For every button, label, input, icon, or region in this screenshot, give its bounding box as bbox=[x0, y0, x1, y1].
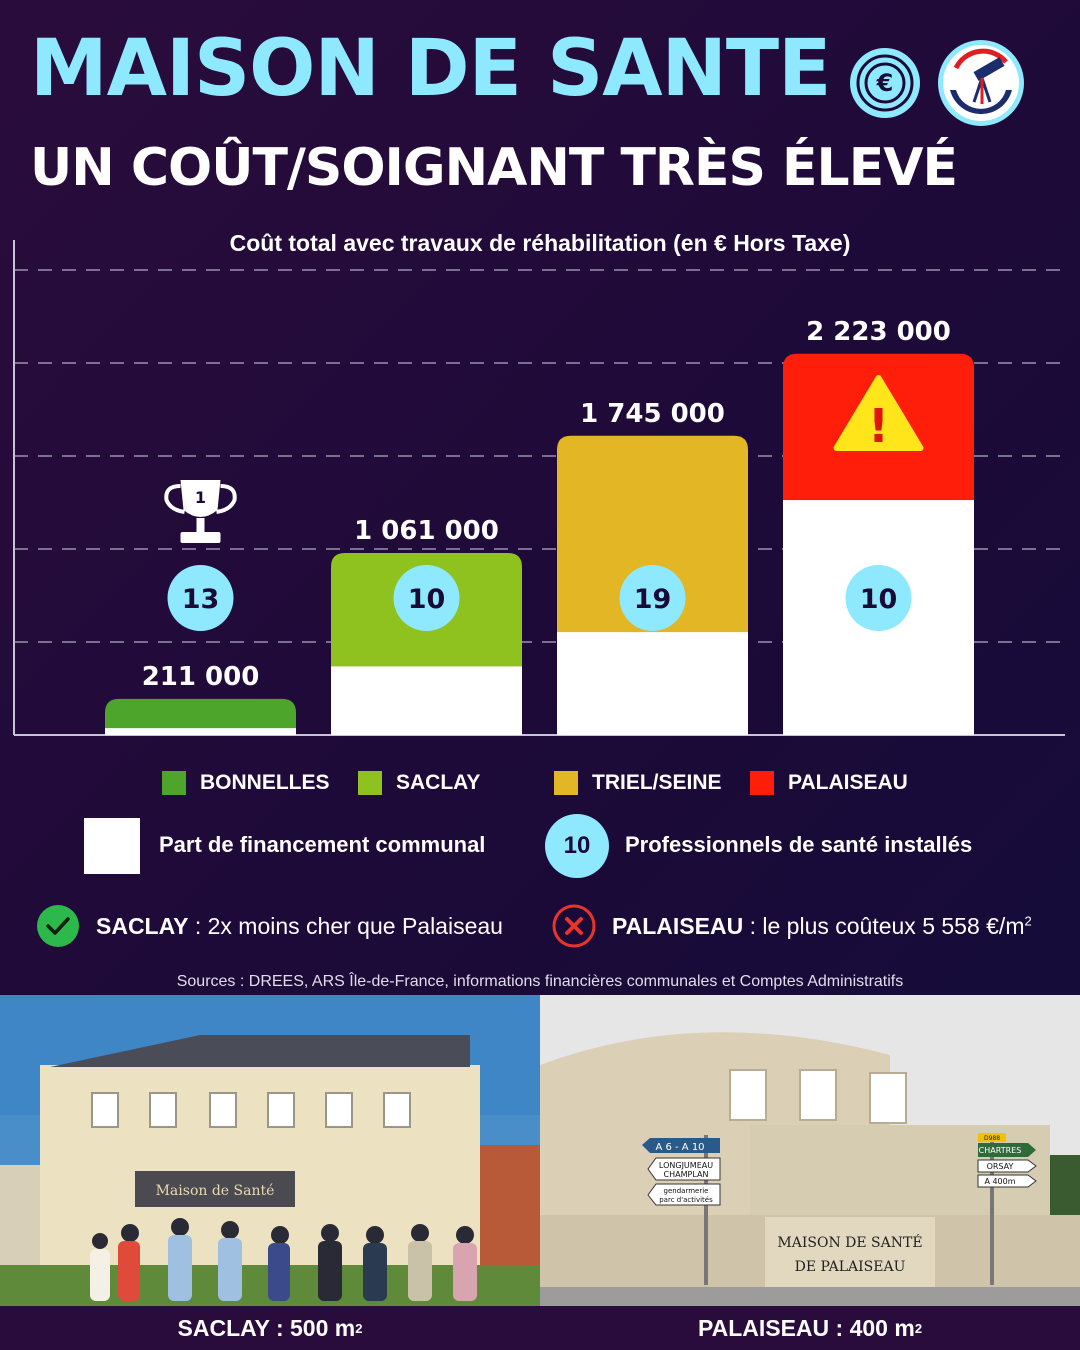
legend-label: PALAISEAU bbox=[788, 771, 908, 794]
saclay-note bbox=[36, 904, 503, 948]
professionals-count: 10 bbox=[859, 584, 898, 615]
bar-communal-share bbox=[557, 632, 748, 735]
count-bubble-example: 10 bbox=[545, 814, 609, 878]
communal-share-label: Part de financement communal bbox=[159, 832, 486, 857]
legend-swatch bbox=[162, 771, 186, 795]
bar-value-label: 211 000 bbox=[141, 661, 260, 692]
bar-value-label: 2 223 000 bbox=[806, 316, 951, 347]
professionals-count: 19 bbox=[633, 584, 672, 615]
svg-text:€: € bbox=[876, 69, 894, 97]
road-sign-a6: A 6 - A 10 bbox=[655, 1142, 705, 1153]
trophy-base bbox=[181, 532, 221, 543]
legend-item-triel bbox=[554, 771, 722, 795]
saclay-note-name: SACLAY bbox=[96, 912, 189, 939]
road-sign-parc: parc d'activités bbox=[659, 1196, 713, 1204]
road-sign-longjumeau: LONGJUMEAU bbox=[658, 1161, 714, 1170]
communal-share-swatch bbox=[84, 818, 140, 874]
caption-saclay bbox=[0, 1306, 540, 1350]
road-sign-orsay: ORSAY bbox=[986, 1162, 1014, 1171]
palaiseau-note bbox=[552, 904, 1032, 948]
chart-title: Coût total avec travaux de réhabilitation (en € Hors Taxe) bbox=[229, 230, 851, 256]
page-title: MAISON DE SANTE bbox=[30, 24, 831, 114]
bar-communal-share bbox=[105, 728, 296, 735]
road-sign-d988: D988 bbox=[983, 1135, 1001, 1142]
road-sign-gendarmerie: gendarmerie bbox=[663, 1187, 709, 1195]
road-sign-a400: A 400m bbox=[984, 1177, 1016, 1186]
caption-palaiseau-text: PALAISEAU : 400 m bbox=[697, 1314, 915, 1341]
check-circle-icon bbox=[36, 904, 80, 948]
legend-label: SACLAY bbox=[396, 771, 481, 794]
caption-palaiseau bbox=[540, 1306, 1080, 1350]
trophy-rank: 1 bbox=[194, 488, 207, 507]
caption-saclay-text: SACLAY : 500 m bbox=[177, 1314, 356, 1341]
legend-item-saclay bbox=[358, 771, 480, 795]
saclay-note-text: : 2x moins cher que Palaiseau bbox=[188, 912, 503, 939]
professionals-count: 13 bbox=[181, 584, 220, 615]
saclay-building-sign: Maison de Santé bbox=[155, 1183, 275, 1199]
palaiseau-note-sup: 2 bbox=[1024, 912, 1032, 928]
photo-palaiseau bbox=[540, 995, 1080, 1306]
sources: Sources : DREES, ARS Île-de-France, informations financières communales et Comptes Administratifs bbox=[176, 973, 904, 990]
legend-swatch bbox=[554, 771, 578, 795]
road-sign-champlan: CHAMPLAN bbox=[663, 1170, 709, 1179]
legend-label: TRIEL/SEINE bbox=[592, 771, 722, 794]
legend-item-bonnelles bbox=[162, 771, 330, 795]
legend-label: BONNELLES bbox=[200, 771, 330, 794]
warning-mark: ! bbox=[868, 399, 889, 453]
bar-communal-share bbox=[331, 666, 522, 735]
count-label: Professionnels de santé installés bbox=[625, 832, 973, 857]
photo-saclay bbox=[0, 995, 540, 1306]
caption-saclay-sup: 2 bbox=[355, 1320, 363, 1336]
legend-item-palaiseau bbox=[750, 771, 908, 795]
palaiseau-note-text: : le plus coûteux 5 558 €/m bbox=[743, 912, 1025, 939]
road-sign-chartres: CHARTRES bbox=[978, 1146, 1022, 1155]
trophy-stem bbox=[197, 518, 205, 532]
bar-value-label: 1 061 000 bbox=[354, 516, 499, 547]
palaiseau-building-sign-2: DE PALAISEAU bbox=[794, 1259, 906, 1275]
professionals-count: 10 bbox=[407, 584, 446, 615]
palaiseau-building-sign-1: MAISON DE SANTÉ bbox=[777, 1235, 923, 1251]
palaiseau-note-name: PALAISEAU bbox=[612, 912, 744, 939]
legend-swatch bbox=[750, 771, 774, 795]
bar-value-label: 1 745 000 bbox=[580, 398, 725, 429]
legend-swatch bbox=[358, 771, 382, 795]
page-subtitle: UN COÛT/SOIGNANT TRÈS ÉLEVÉ bbox=[30, 138, 957, 198]
caption-palaiseau-sup: 2 bbox=[914, 1320, 923, 1336]
cross-circle-icon bbox=[552, 904, 596, 948]
